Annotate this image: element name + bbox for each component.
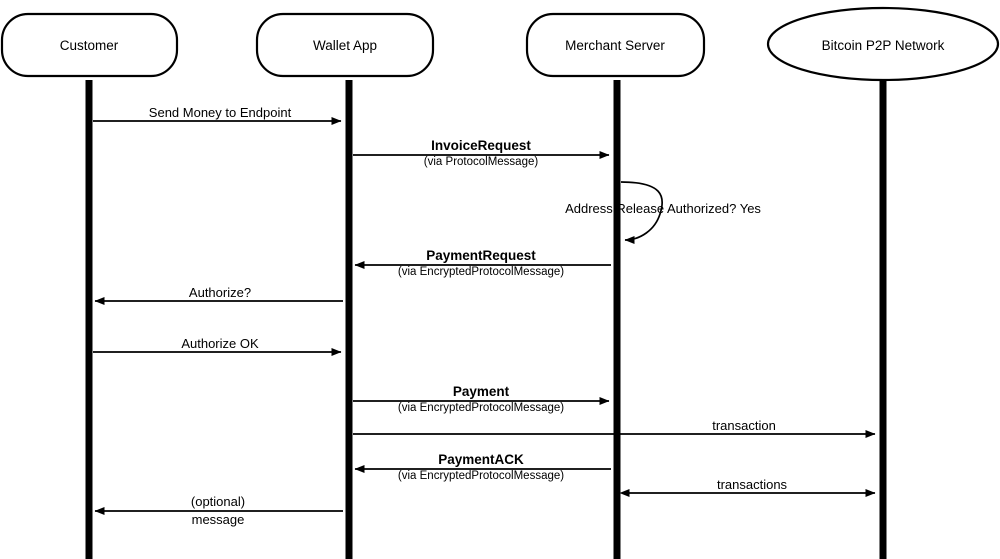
message-label: PaymentRequest [426, 248, 536, 263]
message-label: Payment [452, 384, 510, 399]
message-sublabel: (via EncryptedProtocolMessage) [397, 402, 565, 414]
message-label: Address Release Authorized? Yes [565, 201, 761, 216]
actor-customer[interactable] [2, 14, 177, 76]
message-sublabel: (via EncryptedProtocolMessage) [397, 470, 565, 482]
actor-wallet-label: Wallet App [312, 38, 378, 53]
message-label: (optional) [190, 494, 246, 509]
message-optional-message [95, 494, 343, 527]
message-label: transactions [716, 477, 788, 492]
message-sublabel: message [191, 512, 245, 527]
message-send-money-to-endpoint [93, 105, 341, 121]
message-label: InvoiceRequest [431, 138, 531, 153]
actor-bitcoin-label: Bitcoin P2P Network [821, 38, 945, 53]
message-invoicerequest [353, 138, 609, 168]
message-label: Authorize OK [181, 336, 259, 351]
message-authorize-ok [93, 336, 341, 352]
message-label: Authorize? [188, 285, 252, 300]
actor-customer-label: Customer [59, 38, 119, 53]
message-label: Send Money to Endpoint [148, 105, 292, 120]
message-paymentack [355, 452, 611, 482]
message-paymentrequest [355, 248, 611, 278]
message-sublabel: (via EncryptedProtocolMessage) [397, 266, 565, 278]
message-sublabel: (via ProtocolMessage) [423, 156, 539, 168]
message-payment [353, 384, 609, 414]
actor-merchant[interactable] [527, 14, 704, 76]
message-address-release-authorized [565, 182, 761, 240]
message-transactions [629, 477, 875, 493]
message-authorize-question [95, 285, 343, 301]
actor-wallet[interactable] [257, 14, 433, 76]
actor-bitcoin[interactable] [768, 8, 998, 80]
message-label: PaymentACK [438, 452, 524, 467]
message-label: transaction [712, 418, 776, 433]
actor-merchant-label: Merchant Server [565, 38, 665, 53]
